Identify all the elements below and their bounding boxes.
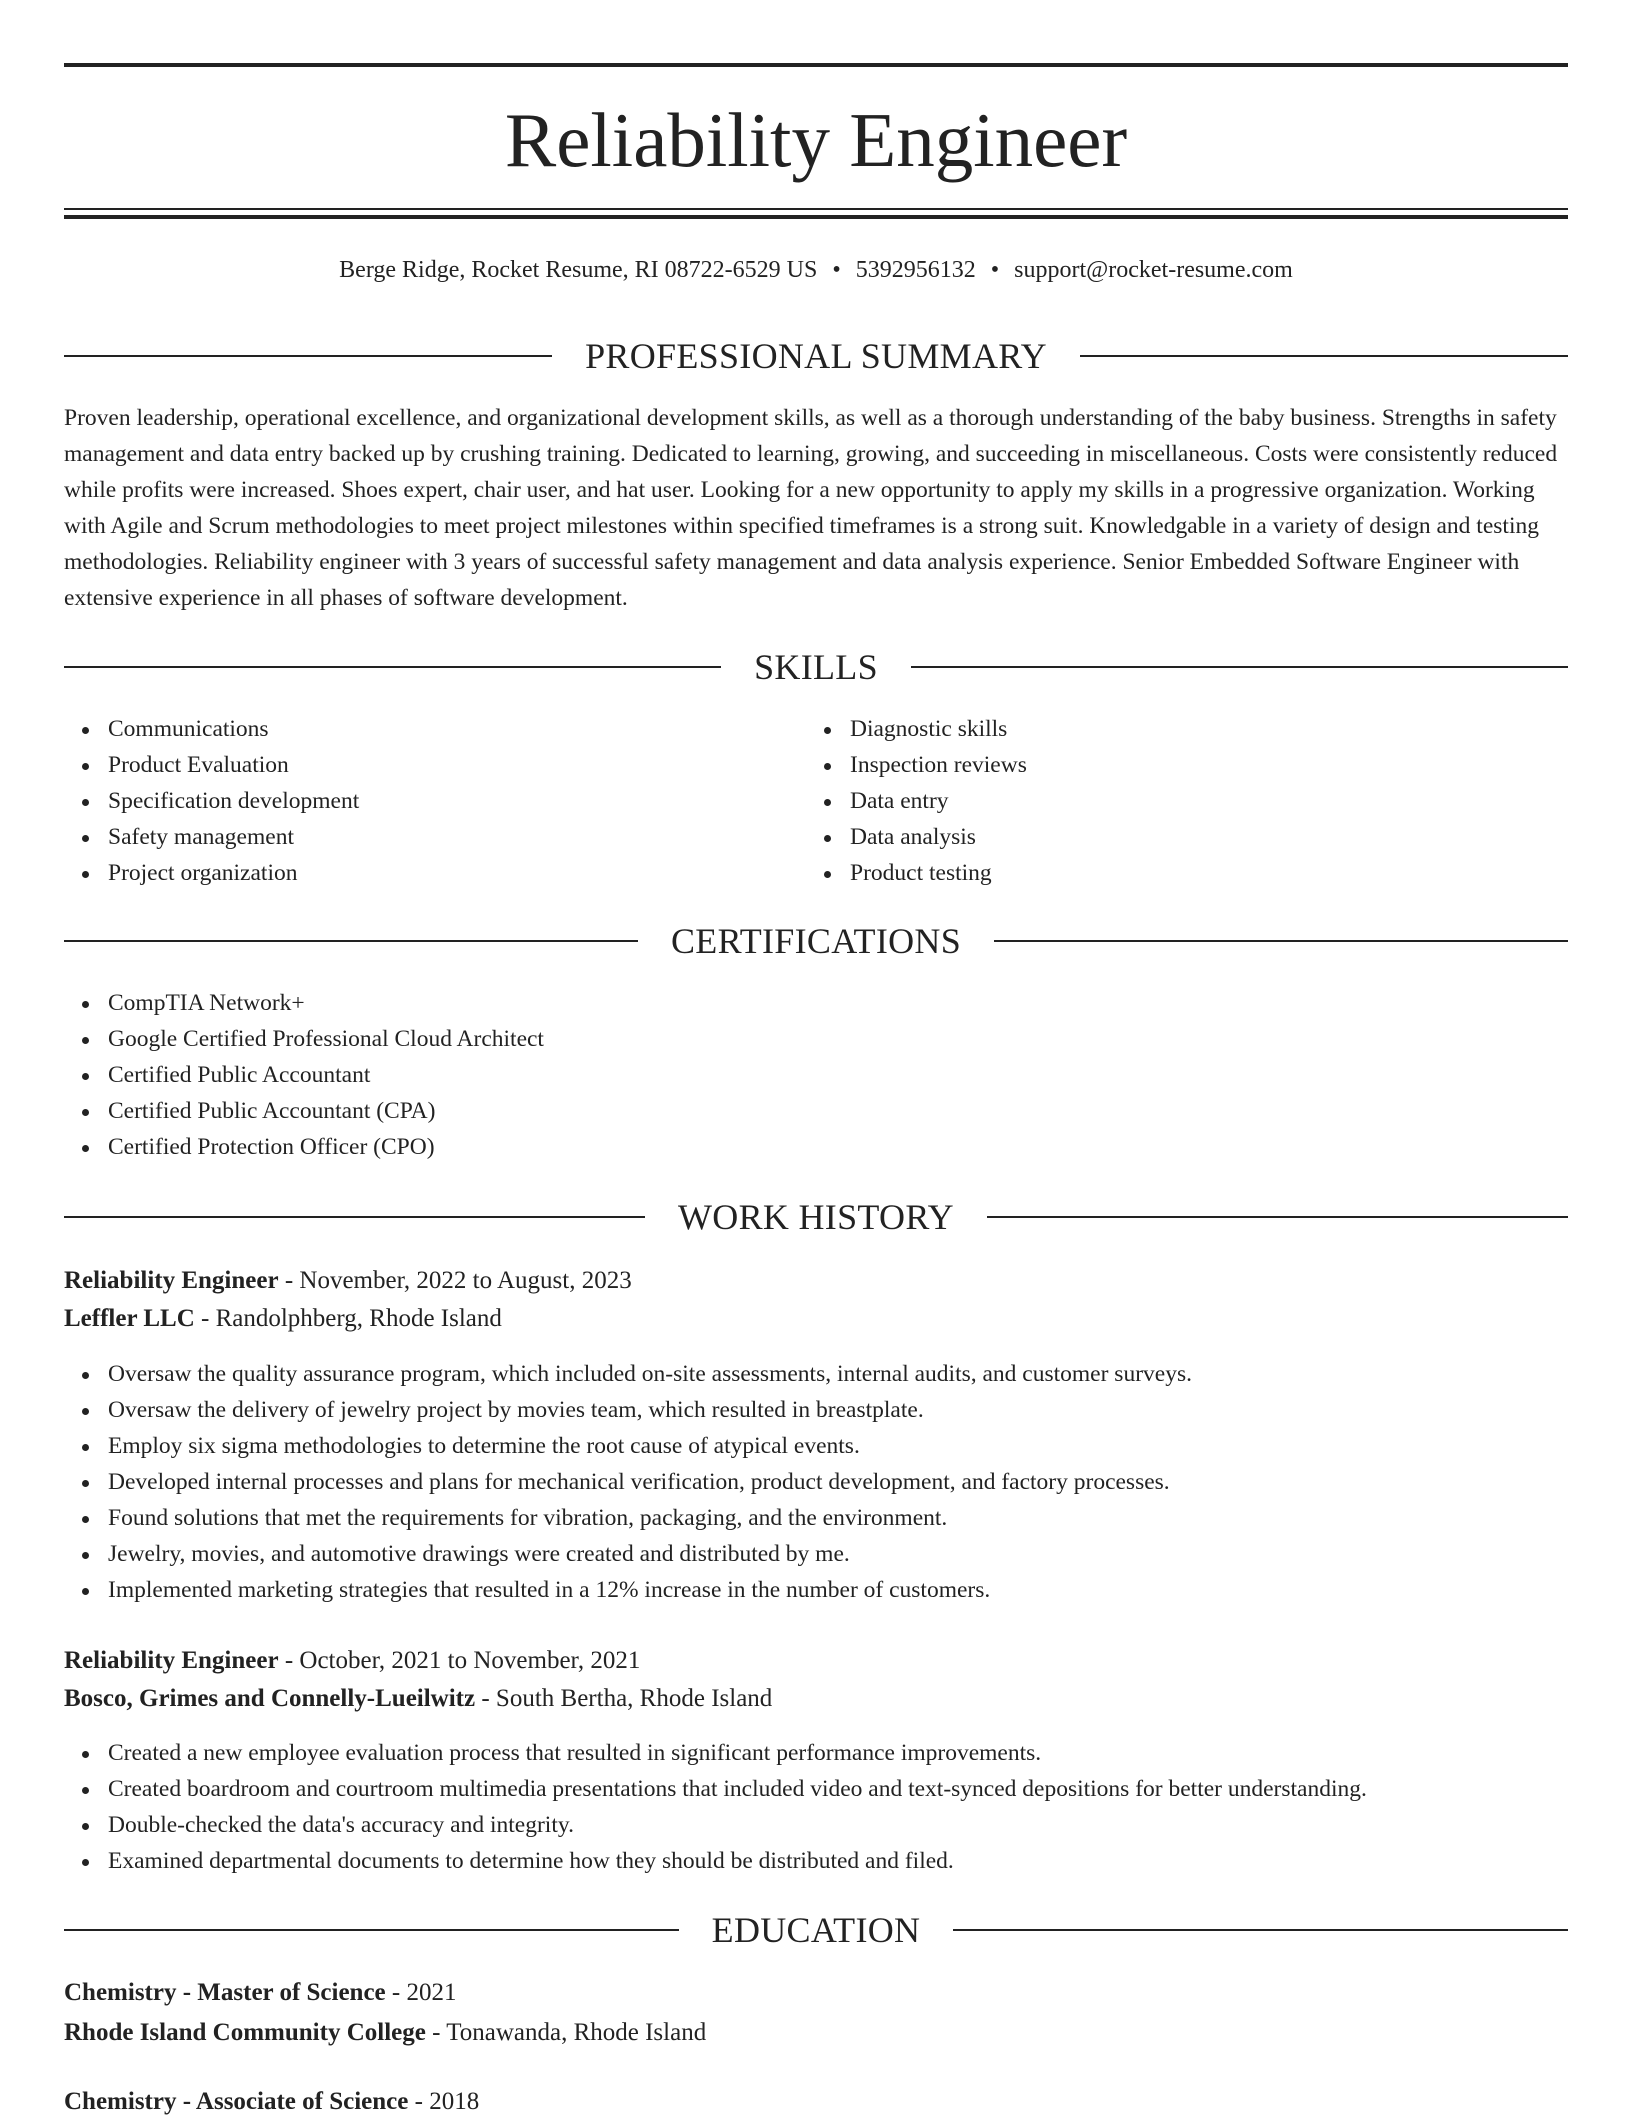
job-heading <box>64 1263 632 1299</box>
section-divider <box>64 1216 645 1218</box>
section-divider <box>64 355 552 357</box>
skills-list-right <box>806 711 1510 891</box>
job-title: Reliability Engineer <box>64 1647 279 1674</box>
section-divider <box>911 666 1568 668</box>
job-bullet: Implemented marketing strategies that resulted in a 12% increase in the number of customers. <box>108 1572 1568 1608</box>
skill-item: Data entry <box>850 783 1510 819</box>
resume-title: Reliability Engineer <box>504 97 1128 183</box>
skill-item: Inspection reviews <box>850 747 1510 783</box>
job-bullet: Double-checked the data's accuracy and integrity. <box>108 1807 1568 1843</box>
section-divider <box>1080 355 1568 357</box>
certification-item: CompTIA Network+ <box>108 985 1508 1021</box>
title-rule-upper <box>64 208 1568 210</box>
job-dates: - November, 2022 to August, 2023 <box>278 1267 632 1294</box>
job-bullet: Employ six sigma methodologies to determine the root cause of atypical events. <box>108 1428 1568 1464</box>
certification-item: Google Certified Professional Cloud Architect <box>108 1021 1508 1057</box>
education-heading <box>64 1975 456 2011</box>
contact-separator: • <box>832 257 841 283</box>
job-heading <box>64 1643 640 1679</box>
degree-year: - 2018 <box>408 2088 480 2115</box>
section-header-skills <box>64 645 1568 689</box>
job-employer <box>64 1301 502 1337</box>
top-rule <box>64 63 1568 67</box>
skill-item: Product testing <box>850 855 1510 891</box>
section-divider <box>64 1929 679 1931</box>
summary-paragraph: Proven leadership, operational excellence, and organizational development skills, as well as a thorough understanding of the baby business. Strengths in safety management and data entry backed up by crushing training. Dedicated to learning, growing, and succeeding in miscellaneous. Costs were consistently reduced while profits were increased. Shoes expert, chair user, and hat user. Looking for a new opportunity to apply my skills in a progressive organization. Working with Agile and Scrum methodologies to meet project milestones within specified timeframes is a strong suit. Knowledgable in a variety of design and testing methodologies. Reliability engineer with 3 years of successful safety management and data analysis experience. Senior Embedded Software Engineer with extensive experience in all phases of software development. <box>64 405 1558 611</box>
section-header-education <box>64 1908 1568 1952</box>
section-divider <box>64 940 638 942</box>
section-title-work: WORK HISTORY <box>678 1197 954 1237</box>
company-location: - South Bertha, Rhode Island <box>475 1685 773 1712</box>
section-title-summary: PROFESSIONAL SUMMARY <box>585 336 1047 376</box>
skill-item: Safety management <box>108 819 768 855</box>
section-title-certifications: CERTIFICATIONS <box>670 921 962 961</box>
contact-phone[interactable]: 5392956132 <box>855 257 976 283</box>
skill-item: Data analysis <box>850 819 1510 855</box>
company-name: Leffler LLC <box>64 1305 195 1332</box>
job-bullet: Jewelry, movies, and automotive drawings were created and distributed by me. <box>108 1536 1568 1572</box>
education-school <box>64 2015 706 2051</box>
contact-separator: • <box>990 257 1000 283</box>
job-bullet: Found solutions that met the requirements for vibration, packaging, and the environment. <box>108 1500 1568 1536</box>
section-divider <box>994 940 1568 942</box>
contact-line <box>0 254 1632 286</box>
company-name: Bosco, Grimes and Connelly-Lueilwitz <box>64 1685 476 1712</box>
section-divider <box>953 1929 1568 1931</box>
section-header-summary <box>64 334 1568 378</box>
school-location: - Tonawanda, Rhode Island <box>425 2019 707 2046</box>
degree-name: Chemistry - Associate of Science <box>64 2088 409 2115</box>
certification-item: Certified Public Accountant (CPA) <box>108 1093 1508 1129</box>
section-divider <box>987 1216 1568 1218</box>
job-bullet: Examined departmental documents to determine how they should be distributed and filed. <box>108 1843 1568 1879</box>
job-bullet: Oversaw the quality assurance program, which included on-site assessments, internal audits, and customer surveys. <box>108 1356 1568 1392</box>
skill-item: Product Evaluation <box>108 747 768 783</box>
section-header-certifications <box>64 919 1568 963</box>
job-employer <box>64 1681 772 1717</box>
section-title-skills: SKILLS <box>754 647 878 687</box>
job-bullet: Developed internal processes and plans for mechanical verification, product development, and factory processes. <box>108 1464 1568 1500</box>
job-bullets <box>64 1356 1568 1608</box>
contact-address: Berge Ridge, Rocket Resume, RI 08722-6529 US <box>339 257 818 283</box>
degree-name: Chemistry - Master of Science <box>64 1979 386 2006</box>
job-bullets <box>64 1735 1568 1879</box>
company-location: - Randolphberg, Rhode Island <box>194 1305 502 1332</box>
section-divider <box>64 666 721 668</box>
skills-list-left <box>64 711 768 891</box>
section-title-education: EDUCATION <box>711 1910 921 1950</box>
job-dates: - October, 2021 to November, 2021 <box>278 1647 641 1674</box>
section-header-work <box>64 1195 1568 1239</box>
skill-item: Project organization <box>108 855 768 891</box>
skill-item: Specification development <box>108 783 768 819</box>
skill-item: Communications <box>108 711 768 747</box>
school-name: Rhode Island Community College <box>64 2019 426 2046</box>
title-rule-lower <box>64 215 1568 219</box>
job-bullet: Oversaw the delivery of jewelry project by movies team, which resulted in breastplate. <box>108 1392 1568 1428</box>
certification-item: Certified Protection Officer (CPO) <box>108 1129 1508 1165</box>
job-bullet: Created boardroom and courtroom multimedia presentations that included video and text-synced depositions for better understanding. <box>108 1771 1568 1807</box>
certifications-list <box>64 985 1508 1165</box>
degree-year: - 2021 <box>385 1979 457 2006</box>
contact-email[interactable]: support@rocket-resume.com <box>1014 257 1293 283</box>
certification-item: Certified Public Accountant <box>108 1057 1508 1093</box>
education-heading <box>64 2084 479 2120</box>
job-title: Reliability Engineer <box>64 1267 279 1294</box>
job-bullet: Created a new employee evaluation process that resulted in significant performance improvements. <box>108 1735 1568 1771</box>
skill-item: Diagnostic skills <box>850 711 1510 747</box>
